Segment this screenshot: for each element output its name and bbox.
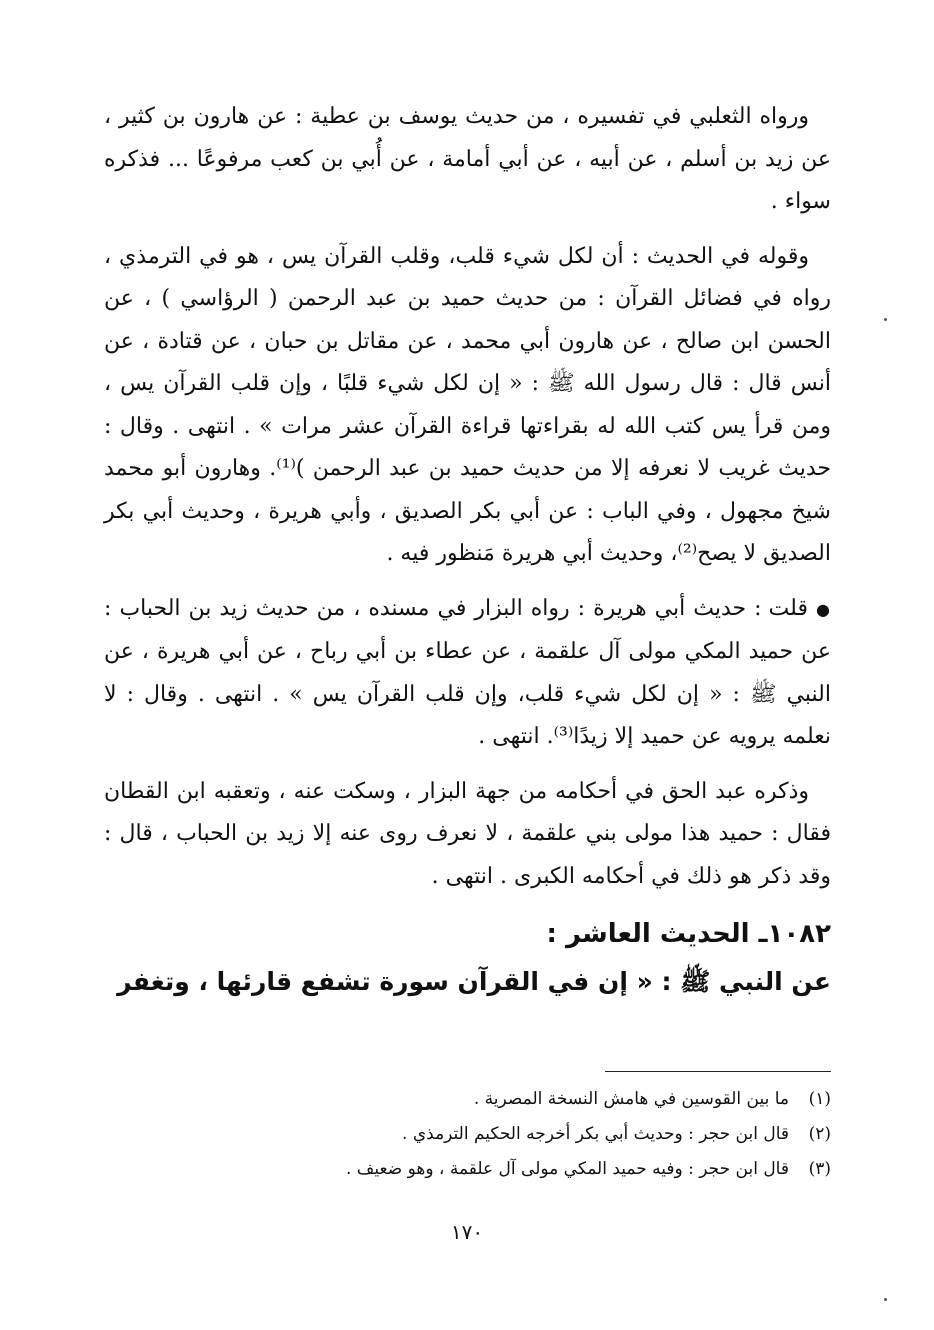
scan-speck — [884, 1298, 887, 1301]
footnote-number: (١) — [808, 1089, 831, 1109]
hadith-heading: ١٠٨٢ـ الحديث العاشر : — [546, 919, 831, 949]
footnote-1 — [104, 1082, 831, 1117]
paragraph-4: وذكره عبد الحق في أحكامه من جهة البزار ، وسكت عنه ، وتعقبه ابن القطان فقال : حميد هذا مولى بني علقمة ، لا نعرف روى عنه إلا زيد بن الحباب ، قال : وقد ذكر هو ذلك في أحكامه الكبرى . انتهى . — [104, 778, 831, 889]
paragraph-3-text: قلت : حديث أبي هريرة : رواه البزار في مسنده ، من حديث زيد بن الحباب : عن حميد المكي مولى آل علقمة ، عن عطاء بن أبي رباح ، عن أبي هريرة ، عن النبي ﷺ : « إن لكل شيء قلب، وإن قلب القرآن يس » . انتهى . وقال : لا نعلمه يرويه عن حميد إلا زيدًا⁽³⁾. انتهى . — [104, 595, 831, 749]
paragraph-3 — [104, 588, 831, 759]
footnote-2 — [104, 1117, 831, 1152]
footnote-number: (٢) — [808, 1124, 831, 1144]
footnote-text: قال ابن حجر : وفيه حميد المكي مولى آل علقمة ، وهو ضعيف . — [346, 1159, 789, 1179]
footnotes — [104, 1082, 831, 1187]
bullet-icon: ● — [816, 599, 831, 619]
scan-speck — [884, 318, 887, 321]
footnote-number: (٣) — [808, 1159, 831, 1179]
paragraph-2: وقوله في الحديث : أن لكل شيء قلب، وقلب القرآن يس ، هو في الترمذي ، رواه في فضائل القرآن : من حديث حميد بن عبد الرحمن ( الرؤاسي ) ، عن الحسن ابن صالح ، عن هارون أبي محمد ، عن مقاتل بن حبان ، عن قتادة ، عن أنس قال : قال رسول الله ﷺ : « إن لكل شيء قلبًا ، وإن قلب القرآن يس ، ومن قرأ يس كتب الله له بقراءتها قراءة القرآن عشر مرات » . انتهى . وقال : حديث غريب لا نعرفه إلا من حديث حميد بن عبد الرحمن )⁽¹⁾. وهارون أبو محمد شيخ مجهول ، وفي الباب : عن أبي بكر الصديق ، وأبي هريرة ، وحديث أبي بكر الصديق لا يصح⁽²⁾، وحديث أبي هريرة مَنظور فيه . — [104, 243, 831, 566]
footnote-text: ما بين القوسين في هامش النسخة المصرية . — [473, 1089, 789, 1109]
footnote-text: قال ابن حجر : وحديث أبي بكر أخرجه الحكيم الترمذي . — [402, 1124, 789, 1144]
main-text — [104, 96, 831, 1006]
page-number: ١٧٠ — [450, 1220, 484, 1244]
hadith-text-start: عن النبي ﷺ : « إن في القرآن سورة تشفع قارئها ، وتغفر — [117, 967, 831, 996]
footnote-3 — [104, 1152, 831, 1187]
paragraph-1: ورواه الثعلبي في تفسيره ، من حديث يوسف بن عطية : عن هارون بن كثير ، عن زيد بن أسلم ، عن أبيه ، عن أبي أمامة ، عن أُبي بن كعب مرفوعًا ... فذكره سواء . — [104, 104, 831, 214]
footnote-divider — [605, 1071, 831, 1072]
